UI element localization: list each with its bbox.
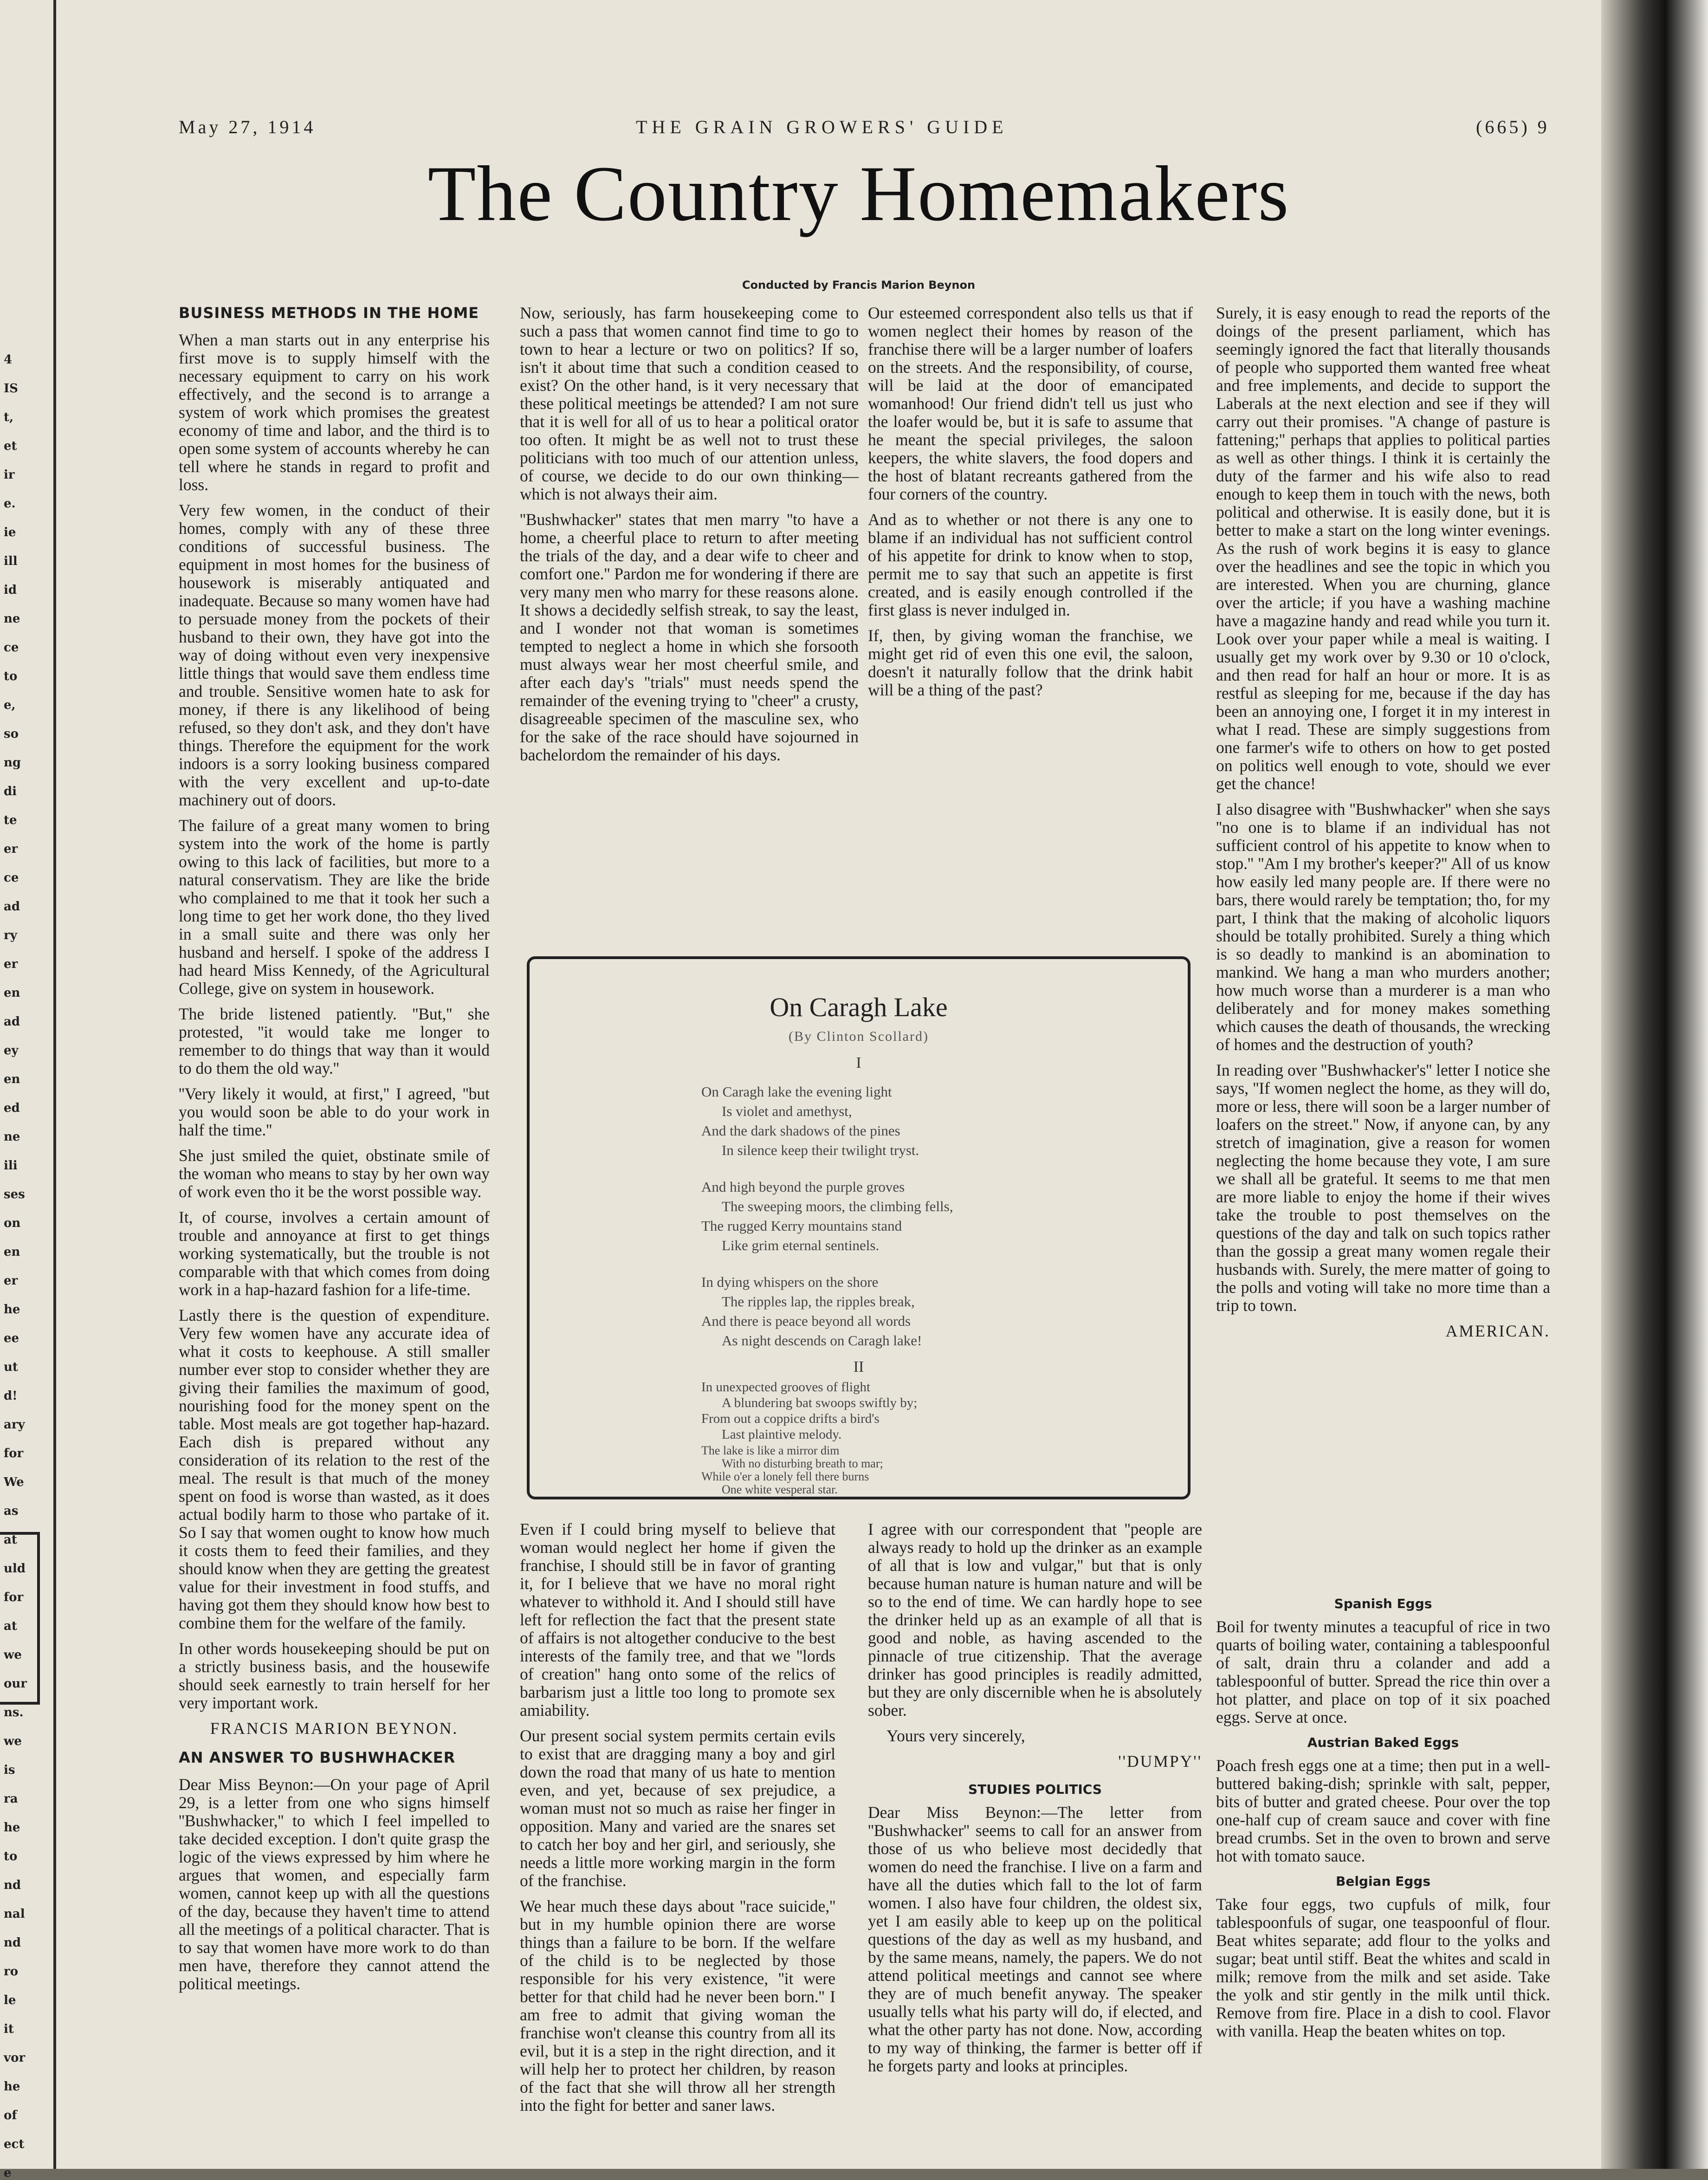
article-heading-bushwhacker: AN ANSWER TO BUSHWHACKER bbox=[179, 1749, 456, 1766]
edge-fragment: our bbox=[4, 1677, 27, 1691]
edge-fragment: he bbox=[4, 1821, 20, 1835]
poem-line: Last plaintive melody. bbox=[722, 1427, 842, 1442]
paragraph: Now, seriously, has farm housekeeping come to such a pass that women cannot find time to go to town to hear a lecture or two on politics? If so, isn't it about time that such a condition ceased to exist? On the other hand, is it very necessary that these political meetings be attended? I am not sure that it is well for all of us to hear a political orator too often. It might be as well not to trust these politicians with too much of our attention unless, of course, we decide to do our own thinking—which is not always their aim. bbox=[520, 304, 859, 503]
publication-name: THE GRAIN GROWERS' GUIDE bbox=[636, 117, 1008, 137]
edge-fragment: ir bbox=[4, 468, 15, 482]
poem-line: While o'er a lonely fell there burns bbox=[701, 1470, 869, 1483]
article-heading-business: BUSINESS METHODS IN THE HOME bbox=[179, 304, 479, 322]
edge-fragment: of bbox=[4, 2109, 17, 2122]
paragraph: Surely, it is easy enough to read the reports of the doings of the present parliament, which has seemingly ignored the fact that literally thousands of people who supported them wanted free wheat and free implements, and decide to support the Laberals at the next election and see if they will carry out their promises. ''A change of pasture is fattening;'' perhaps that applies to political parties as well as other things. I think it is certainly the duty of the farmer and his wife also to read enough to keep them in touch with the news, both political and otherwise. It is easily done, but it is better to make a start on the long winter evenings. As the rush of work begins it is easy to glance over the headlines and see the topic in which you are interested. When you are churning, glance over the article; if you have a washing machine have a magazine handy and read while you turn it. Look over your paper while a meal is waiting. I usually get my work over by 9.30 or 10 o'clock, and then read for half an hour or more. It is as restful as sleeping for me, because if the day has been an annoying one, I forget it in my interest in what I read. These are simply suggestions from one farmer's wife to others on how to get posted on politics well enough to vote, should we ever get the chance! bbox=[1216, 304, 1550, 793]
paragraph: The failure of a great many women to bring system into the work of the home is partly owing to this lack of facilities, but more to a natural conservatism. They are like the bride who complained to me that it took her such a long time to get her work done, tho they lived in a small suite and there was only her husband and herself. I spoke of the address I had heard Miss Kennedy, of the Agricultural College, give on system in housework. bbox=[179, 816, 490, 998]
edge-fragment: en bbox=[4, 1072, 20, 1086]
recipe-title: Belgian Eggs bbox=[1335, 1874, 1431, 1889]
paragraph: Dear Miss Beynon:—The letter from ''Bushwhacker'' seems to call for an answer from those of us who believe most decidedly that women do need the franchise. I live on a farm and have all the duties which fall to the lot of farm women. I also have four children, the oldest six, yet I am easily able to keep up on the political questions of the day as well as my husband, and by the same means, namely, the papers. We do not attend political meetings and cannot see where they are of much benefit anyway. The speaker usually tells what his party will do, if elected, and what the other party has not done. Now, according to my way of thinking, the farmer is better off if he forgets party and looks at principles. bbox=[868, 1803, 1202, 2075]
edge-fragment: ng bbox=[4, 756, 21, 770]
poem-box bbox=[527, 956, 1190, 1499]
edge-fragment: uld bbox=[4, 1562, 26, 1576]
edge-fragment: id bbox=[4, 583, 17, 597]
paragraph: ''Very likely it would, at first,'' I agreed, ''but you would soon be able to do your work in half the time.'' bbox=[179, 1084, 490, 1139]
edge-fragment: ns. bbox=[4, 1706, 24, 1719]
edge-fragment: to bbox=[4, 1849, 18, 1863]
edge-fragment: ad bbox=[4, 900, 20, 914]
page-title: The Country Homemakers bbox=[427, 150, 1290, 237]
poem-line: And there is peace beyond all words bbox=[701, 1313, 911, 1329]
edge-fragment: ce bbox=[4, 641, 19, 655]
poem-line: And high beyond the purple groves bbox=[701, 1179, 905, 1195]
column-3-lower bbox=[868, 1520, 1202, 2083]
edge-fragment: it bbox=[4, 2022, 14, 2036]
edge-fragment: ey bbox=[4, 1044, 19, 1058]
paragraph: The bride listened patiently. ''But,'' she protested, ''it would take me longer to remember to do things that way than it would to do them the old way.'' bbox=[179, 1005, 490, 1077]
poem-stanza bbox=[701, 1272, 1119, 1350]
paragraph: When a man starts out in any enterprise his first move is to supply himself with the necessary equipment to carry on his work effectively, and the second is to arrange a system of work which promises the greatest economy of time and labor, and the third is to open some system of accounts whereby he can tell where he stands in regard to profit and loss. bbox=[179, 331, 490, 494]
recipes-column bbox=[1216, 1588, 1550, 2048]
edge-fragment: we bbox=[4, 1734, 22, 1748]
edge-fragment: ect bbox=[4, 2137, 25, 2151]
issue-date: May 27, 1914 bbox=[179, 117, 316, 137]
edge-fragment: ne bbox=[4, 1130, 20, 1144]
poem-line: From out a coppice drifts a bird's bbox=[701, 1411, 880, 1426]
poem-line: Is violet and amethyst, bbox=[722, 1103, 852, 1119]
edge-fragment: ie bbox=[4, 526, 16, 539]
paragraph: She just smiled the quiet, obstinate smile of the woman who means to stay by her own way of work even tho it be the worst possible way. bbox=[179, 1146, 490, 1201]
paragraph: ''Bushwhacker'' states that men marry ''to have a home, a cheerful place to return to after meeting the trials of the day, and a dear wife to cheer and comfort one.'' Pardon me for wondering if there are very many men who marry for these reasons alone. It shows a decidedly selfish streak, to say the least, and I wonder not that woman is sometimes tempted to neglect a home in which she forsooth must always wear her most cheerful smile, and after each day's ''trials'' must needs spend the remainder of the evening trying to ''cheer'' a crusty, disagreeable specimen of the masculine sex, who for the sake of the race should have sojourned in bachelordom the remainder of his days. bbox=[520, 510, 859, 764]
paragraph: Very few women, in the conduct of their homes, comply with any of these three conditions of successful business. The equipment in most homes for the business of housework is miserably antiquated and inadequate. Because so many women have had to persuade money from the pockets of their husband to their own, they have got into the way of doing without even very inexpensive little things that would save them endless time and trouble. Sensitive women hate to ask for money, if there is any likelihood of being refused, so they don't ask, and they don't have things. Therefore the equipment for the work indoors is a sorry looking business compared with the very excellent and up-to-date machinery out of doors. bbox=[179, 501, 490, 809]
edge-fragment: IS bbox=[4, 382, 18, 396]
paragraph: Dear Miss Beynon:—On your page of April 29, is a letter from one who signs himself ''Bushwhacker,'' to which I feel impelled to take decided exception. I don't quite grasp the logic of the views expressed by him where he argues that women, and especially farm women, cannot keep up with all the questions of the day, because they haven't time to attend all the meetings of a political character. That is to say that women have more work to do than men have, therefore they cannot attend the political meetings. bbox=[179, 1775, 490, 1993]
edge-fragment: nal bbox=[4, 1907, 25, 1921]
paragraph: It, of course, involves a certain amount of trouble and annoyance at first to get things working systematically, but the trouble is not comparable with that which comes from doing work in a hap-hazard fashion for a life-time. bbox=[179, 1208, 490, 1299]
poem-line: The rugged Kerry mountains stand bbox=[701, 1218, 902, 1234]
recipe-text: Poach fresh eggs one at a time; then put in a well-buttered baking-dish; sprinkle with salt, pepper, bits of butter and grated cheese. Pour over the top one-half cup of cream sauce and cover with fine bread crumbs. Set in the oven to brown and serve hot with tomato sauce. bbox=[1216, 1756, 1550, 1865]
recipe-text: Take four eggs, two cupfuls of milk, four tablespoonfuls of sugar, one teaspoonful of flour. Beat whites separate; add flour to the yolks and sugar; beat until stiff. Beat the whites and scald in milk; remove from the milk and set aside. Take the yolk and stir gently in the milk until thick. Remove from fire. Place in a dish to cool. Flavor with vanilla. Heap the beaten whites on top. bbox=[1216, 1895, 1550, 2040]
byline: Conducted by Francis Marion Beynon bbox=[742, 279, 976, 292]
poem-stanza bbox=[701, 1177, 1119, 1255]
edge-fragment: ad bbox=[4, 1015, 20, 1029]
poem-line: The sweeping moors, the climbing fells, bbox=[722, 1198, 953, 1214]
signature: FRANCIS MARION BEYNON. bbox=[210, 1719, 459, 1738]
paragraph: Lastly there is the question of expenditure. Very few women have any accurate idea of what it costs to keephouse. A still smaller number ever stop to consider whether they are giving their families the maximum of good, nourishing food for the money spent on the table. Most meals are got together hap-hazard. Each dish is prepared without any consideration of its relation to the rest of the meal. The result is that much of the money spent on food is worse than wasted, as it does actual bodily harm to those who partake of it. So I say that women ought to know how much it costs them to feed their families, and they should know when they are getting the greatest value for their investment in food stuffs, and having got them they should know how best to combine them for the welfare of the family. bbox=[179, 1306, 490, 1632]
poem-line: And the dark shadows of the pines bbox=[701, 1122, 900, 1139]
edge-fragment: ce bbox=[4, 871, 19, 885]
poem-part-number: I bbox=[856, 1054, 861, 1071]
edge-fragment: for bbox=[4, 1447, 24, 1460]
edge-fragment: er bbox=[4, 842, 18, 856]
edge-fragment: ill bbox=[4, 554, 18, 568]
edge-fragment: er bbox=[4, 1274, 18, 1288]
edge-fragment: ry bbox=[4, 928, 17, 942]
article-heading-studies: STUDIES POLITICS bbox=[968, 1782, 1102, 1797]
recipe-text: Boil for twenty minutes a teacupful of rice in two quarts of boiling water, containing a tablespoonful of salt, drain thru a colander and add a tablespoonful of butter. Spread the rice thin over a hot platter, and place on top of it six poached eggs. Serve at once. bbox=[1216, 1617, 1550, 1726]
paragraph: In other words housekeeping should be put on a strictly business basis, and the housewife should seek earnestly to train herself for her very important work. bbox=[179, 1639, 490, 1712]
paragraph: I agree with our correspondent that ''people are always ready to hold up the drinker as an example of all that is low and vulgar,'' but that is only because human nature is human nature and will be so to the end of time. We can hardly hope to see the drinker held up as an example of all that is good and noble, as having ascended to the pinnacle of true citizenship. That the average drinker has good principles is readily admitted, but they are only discernible when he is absolutely sober. bbox=[868, 1520, 1202, 1719]
edge-fragment: to bbox=[4, 669, 18, 683]
paragraph: Our present social system permits certain evils to exist that are dragging many a boy and girl down the road that many of us hate to mention even, and yet, because of sex prejudice, a woman must not so much as raise her finger in opposition. Many and varied are the snares set to catch her boy and her girl, and seriously, she needs a little more working margin in the form of the franchise. bbox=[520, 1726, 835, 1890]
paragraph: Even if I could bring myself to believe that woman would neglect her home if given the franchise, I should still be in favor of granting it, for I believe that we have no moral right whatever to withhold it. And I should still have left for reflection the fact that the present state of affairs is not altogether conducive to the best interests of the family tree, and that we ''lords of creation'' hang onto some of the relics of barbarism just a little too long to promote sex amiability. bbox=[520, 1520, 835, 1719]
poem-title: On Caragh Lake bbox=[770, 992, 948, 1022]
signature: ''DUMPY'' bbox=[1118, 1752, 1202, 1771]
closing: Yours very sincerely, bbox=[886, 1726, 1025, 1745]
poem-author: (By Clinton Scollard) bbox=[789, 1029, 929, 1044]
edge-fragment: e, bbox=[4, 698, 16, 712]
edge-fragment: er bbox=[4, 957, 18, 971]
poem-line: Like grim eternal sentinels. bbox=[722, 1237, 880, 1253]
page-number: (665) 9 bbox=[1476, 117, 1550, 137]
edge-fragment: ra bbox=[4, 1792, 18, 1806]
column-2 bbox=[520, 304, 859, 772]
edge-fragment: he bbox=[4, 1303, 20, 1317]
edge-fragment: ut bbox=[4, 1360, 18, 1374]
edge-fragment: for bbox=[4, 1590, 24, 1604]
adjacent-page-box bbox=[0, 1532, 40, 1705]
paragraph: Our esteemed correspondent also tells us that if women neglect their homes by reason of the franchise there will be a larger number of loafers on the streets. And the responsibility, of course, will be laid at the door of emancipated womanhood! Our friend didn't tell us just who the loafer would be, but it is safe to assume that he meant the special privileges, the saloon keepers, the white slavers, the food dopers and the host of blatant recreants gathered from the four corners of the country. bbox=[868, 304, 1193, 503]
poem-stanza bbox=[701, 1444, 1119, 1496]
edge-fragment: di bbox=[4, 785, 17, 798]
edge-fragment: te bbox=[4, 813, 17, 827]
edge-fragment: we bbox=[4, 1648, 22, 1662]
poem-line: A blundering bat swoops swiftly by; bbox=[722, 1395, 918, 1410]
edge-fragment: en bbox=[4, 986, 20, 1000]
edge-fragment: on bbox=[4, 1216, 21, 1230]
edge-fragment: nd bbox=[4, 1936, 21, 1950]
edge-fragment: ary bbox=[4, 1418, 25, 1432]
edge-fragment: We bbox=[4, 1475, 24, 1489]
column-2-lower bbox=[520, 1520, 835, 2122]
column-4 bbox=[1216, 304, 1550, 1351]
recipe-title: Spanish Eggs bbox=[1334, 1596, 1432, 1611]
edge-fragment: et bbox=[4, 439, 17, 453]
adjacent-page-edge bbox=[0, 0, 56, 2180]
edge-fragment: nd bbox=[4, 1878, 21, 1892]
edge-fragment: vor bbox=[4, 2051, 26, 2065]
edge-fragment: ee bbox=[4, 1331, 19, 1345]
edge-fragment: le bbox=[4, 1993, 16, 2007]
poem-line: In dying whispers on the shore bbox=[701, 1274, 879, 1290]
column-3 bbox=[868, 304, 1193, 707]
edge-fragment: at bbox=[4, 1619, 17, 1633]
edge-fragment: as bbox=[4, 1504, 19, 1518]
edge-fragment: he bbox=[4, 2080, 20, 2094]
poem-line: In silence keep their twilight tryst. bbox=[722, 1142, 919, 1158]
edge-fragment: so bbox=[4, 727, 19, 741]
edge-fragment: e. bbox=[4, 497, 16, 511]
paragraph: We hear much these days about ''race suicide,'' but in my humble opinion there are worse things than a failure to be born. If the welfare of the child is to be neglected by those responsible for his very existence, ''it were better for that child had he never been born.'' I am free to admit that giving woman the franchise won't cleanse this country from all its evil, but it is a step in the right direction, and it will help her to protect her children, by reason of the fact that she will throw all her strength into the fight for better and saner laws. bbox=[520, 1897, 835, 2115]
column-1 bbox=[179, 304, 490, 2000]
edge-fragment: ili bbox=[4, 1159, 18, 1173]
poem-part-number: II bbox=[853, 1358, 864, 1375]
paragraph: If, then, by giving woman the franchise, we might get rid of even this one evil, the saloon, doesn't it naturally follow that the drink habit will be a thing of the past? bbox=[868, 626, 1193, 699]
edge-fragment: 4 bbox=[4, 353, 13, 367]
edge-fragment: d! bbox=[4, 1389, 18, 1403]
edge-fragment: t, bbox=[4, 410, 14, 424]
poem-line: In unexpected grooves of flight bbox=[701, 1380, 871, 1395]
paragraph: And as to whether or not there is any one to blame if an individual has not sufficient control of his appetite for drink to know when to stop, permit me to say that such an appetite is first created, and is easily enough controlled if the first glass is never indulged in. bbox=[868, 510, 1193, 619]
page-gutter bbox=[1601, 0, 1708, 2169]
edge-fragment: is bbox=[4, 1763, 15, 1777]
poem-line: The lake is like a mirror dim bbox=[701, 1444, 840, 1457]
edge-fragment: ed bbox=[4, 1101, 20, 1115]
poem-stanza bbox=[701, 1379, 1119, 1442]
edge-fragment: en bbox=[4, 1245, 20, 1259]
edge-fragment: ro bbox=[4, 1965, 19, 1979]
signature: AMERICAN. bbox=[1445, 1322, 1550, 1340]
poem-line: On Caragh lake the evening light bbox=[701, 1084, 892, 1100]
edge-fragment: at bbox=[4, 1533, 17, 1547]
edge-fragment: ses bbox=[4, 1187, 25, 1201]
edge-fragment: e bbox=[4, 2166, 12, 2180]
poem-line: As night descends on Caragh lake! bbox=[722, 1332, 922, 1349]
poem-stanza bbox=[701, 1082, 1119, 1160]
edge-fragment: ne bbox=[4, 612, 20, 626]
paragraph: I also disagree with ''Bushwhacker'' when she says ''no one is to blame if an individual has not sufficient control of his appetite to know when to stop.'' ''Am I my brother's keeper?'' All of us know how easily led many people are. If there were no bars, there would rarely be temptation; tho, for my part, I think that the making of alcoholic liquors should be totally prohibited. Surely a thing which is so deadly to mankind is an abomination to mankind. We hang a man who murders another; how much worse than a murderer is a man who deliberately and for money makes something which causes the death of thousands, the wrecking of homes and the destruction of youth? bbox=[1216, 800, 1550, 1054]
poem-line: The ripples lap, the ripples break, bbox=[722, 1293, 915, 1310]
poem-line: One white vesperal star. bbox=[722, 1483, 838, 1496]
poem-line: With no disturbing breath to mar; bbox=[722, 1457, 883, 1470]
paragraph: In reading over ''Bushwhacker's'' letter I notice she says, ''If women neglect the home, as they will do, more or less, there will soon be a larger number of loafers on the street.'' Now, if anyone can, by any stretch of imagination, give a reason for women neglecting the home because they vote, I am sure we shall all be grateful. It seems to me that men are more liable to enjoy the home if their wives take the trouble to post themselves on the questions of the day and talk on such topics rather than the gossip a great many women regale their husbands with. Surely, the mere matter of going to the polls and voting will take no more time than a trip to town. bbox=[1216, 1061, 1550, 1315]
recipe-title: Austrian Baked Eggs bbox=[1307, 1735, 1459, 1750]
